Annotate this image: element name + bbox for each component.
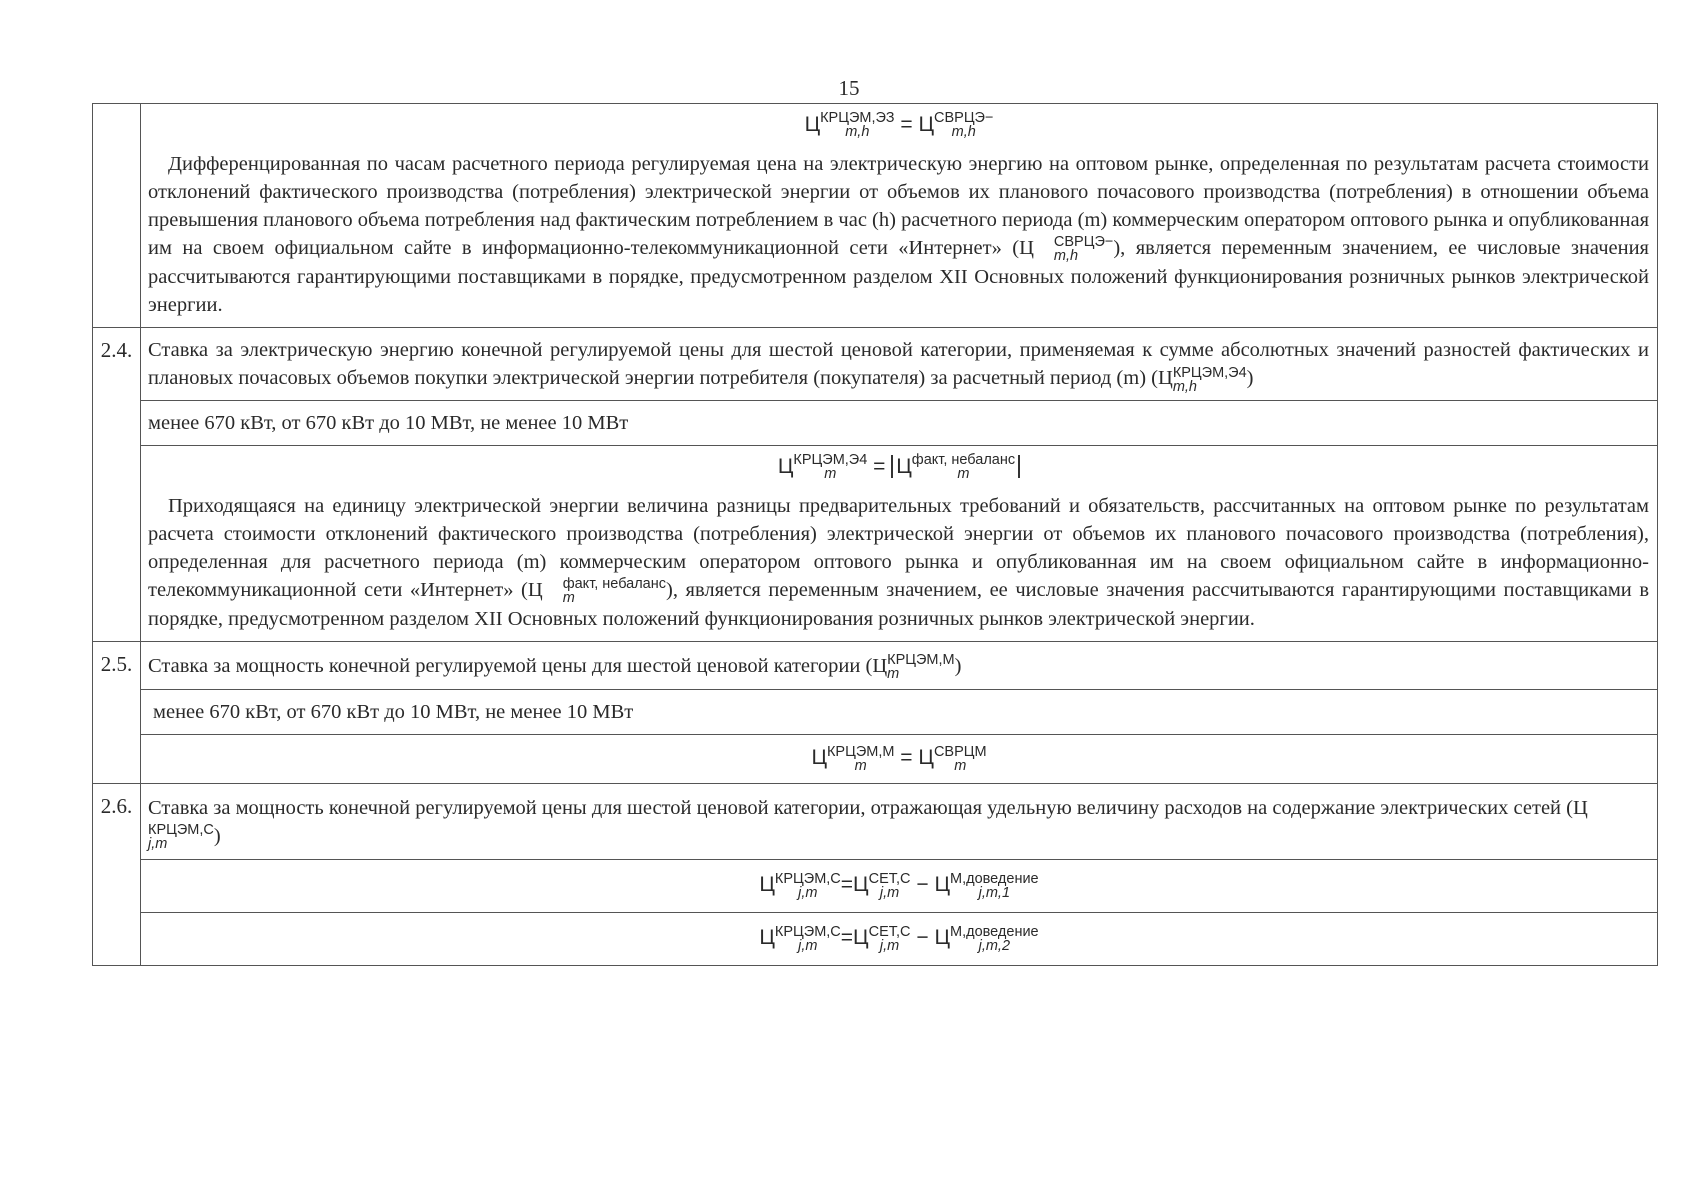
row-title <box>141 328 1658 400</box>
power-range-label: менее 670 кВт, от 670 кВт до 10 МВт, не менее 10 МВт <box>153 701 634 724</box>
formula-ez: Ц КРЦЭМ,ЭЗ m,h = Ц СВРЦЭ− m,h <box>804 110 994 141</box>
power-range-label: менее 670 кВт, от 670 кВт до 10 МВт, не менее 10 МВт <box>148 411 629 434</box>
absolute-value: Ц факт, небаланс m <box>891 455 1020 478</box>
description-paragraph: Приходящаяся на единицу электрической энергии величина разницы предварительных требований и обязательств, рассчитанных на оптовом рынке по результатам расчета стоимости отклонений фактического производства (потребления) электрической энергии от объемов их планового почасового производства (потребления), определенная для расчетного периода (m) коммерческим оператором оптового рынка и опубликованная им на своем официальном сайте в информационно-телекоммуникационной сети «Интернет» (Ц факт, небаланс m ), является переменным значением, ее числовые значения рассчитываются гарантирующими поставщиками в порядке, предусмотренном разделом XII Основных положений функционирования розничных рынков электрической энергии. <box>148 494 1649 630</box>
row-number: 2.4. <box>93 328 141 642</box>
table-row <box>93 784 1658 860</box>
table-row <box>93 913 1658 966</box>
section-title: Ставка за мощность конечной регулируемой цены для шестой ценовой категории, отражающая удельную величину расходов на содержание электрических сетей (Ц КРЦЭМ,С j,m ) <box>148 797 1588 853</box>
row-content <box>141 860 1658 913</box>
formula-c1: Ц КРЦЭМ,С j,m =Ц СЕТ,С j,m − Ц М,доведение j,m,1 <box>759 870 1039 901</box>
table-row <box>93 860 1658 913</box>
row-number-empty <box>93 104 141 328</box>
formula-c2: Ц КРЦЭМ,С j,m =Ц СЕТ,С j,m − Ц М,доведение j,m,2 <box>759 923 1039 954</box>
table-row <box>93 104 1658 328</box>
row-subhead <box>141 400 1658 445</box>
formula-e4: Ц КРЦЭМ,Э4 m = Ц факт, небаланс m <box>141 446 1657 488</box>
row-title <box>141 641 1658 689</box>
page-number: 15 <box>838 76 860 100</box>
row-content <box>141 445 1658 641</box>
row-number: 2.5. <box>93 641 141 783</box>
table-row <box>93 445 1658 641</box>
table-row <box>93 641 1658 689</box>
table-row <box>93 400 1658 445</box>
row-number: 2.6. <box>93 784 141 966</box>
table-row <box>93 328 1658 400</box>
table-row <box>93 735 1658 784</box>
section-title: Ставка за мощность конечной регулируемой цены для шестой ценовой категории (Ц КРЦЭМ,М m ) <box>148 652 962 683</box>
table-row <box>93 690 1658 735</box>
formula-m: Ц КРЦЭМ,М m = Ц СВРЦМ m <box>811 743 987 774</box>
row-content <box>141 104 1658 328</box>
tariff-table <box>92 103 1658 966</box>
description-paragraph: Дифференцированная по часам расчетного периода регулируемая цена на электрическую энергию на оптовом рынке, определенная по результатам расчета стоимости отклонений фактического производства (потребления) электрической энергии от объемов их планового почасового производства (потребления) в отношении объема превышения планового объема потребления над фактическим потреблением в час (h) расчетного периода (m) коммерческим оператором оптового рынка и опубликованная им на своем официальном сайте в информационно-телекоммуникационной сети «Интернет» (Ц СВРЦЭ− m,h ), является переменным значением, ее числовые значения рассчитываются гарантирующими поставщиками в порядке, предусмотренном разделом XII Основных положений функционирования розничных рынков электрической энергии. <box>148 153 1649 317</box>
row-subhead <box>141 690 1658 735</box>
row-content <box>141 913 1658 966</box>
row-title <box>141 784 1658 860</box>
row-content <box>141 735 1658 784</box>
section-title: Ставка за электрическую энергию конечной регулируемой цены для шестой ценовой категории, применяемая к сумме абсолютных значений разностей фактических и плановых почасовых объемов покупки электрической энергии потребителя (покупателя) за расчетный период (m) (Ц КРЦЭМ,Э4 m,h ) <box>148 339 1649 395</box>
